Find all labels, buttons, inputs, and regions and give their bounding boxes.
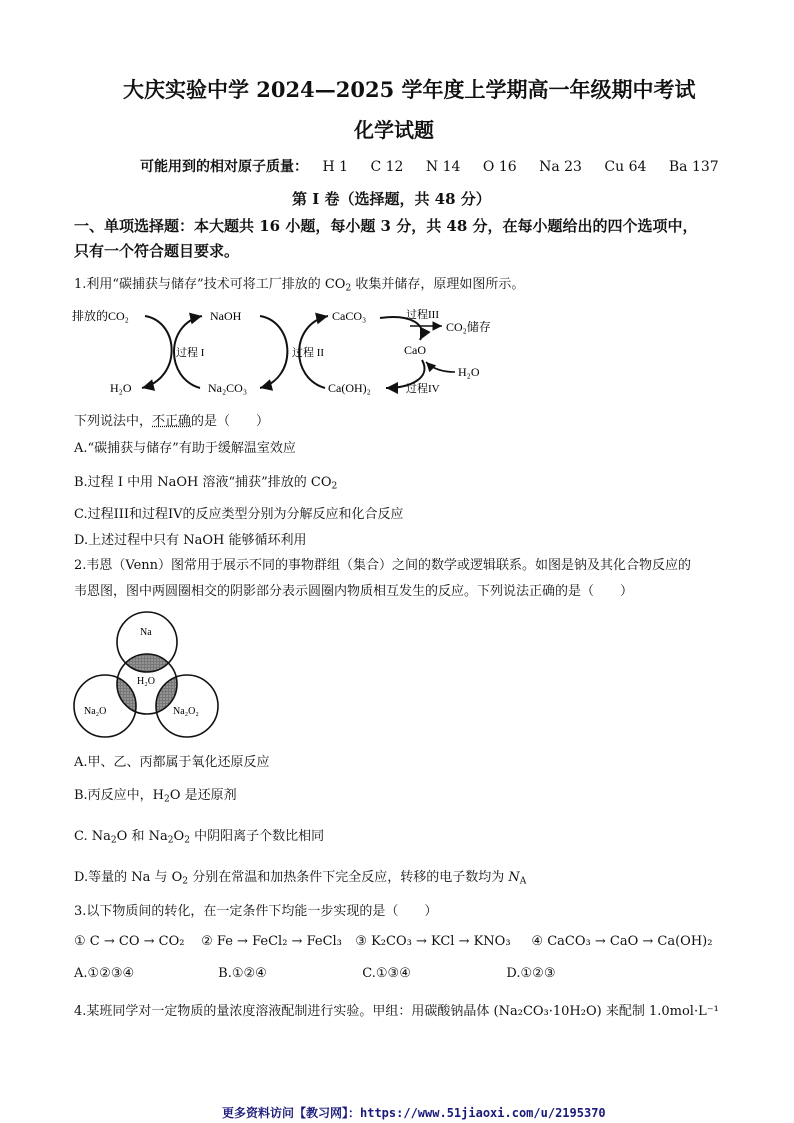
label-na2co3: Na₂CO₃ — [208, 381, 248, 395]
q3-chain-4: ④ CaCO₃ → CaO → Ca(OH)₂ — [531, 934, 713, 949]
label-h2o-out: H₂O — [110, 381, 132, 395]
label-caco3: CaCO₃ — [332, 309, 367, 323]
q2-stem-line1: 2.韦恩（Venn）图常用于展示不同的事物群组（集合）之间的数学或逻辑联系。如图是钠及其化合物反应的 — [74, 558, 692, 573]
venn-label-na2o: Na₂O — [84, 706, 107, 717]
q3-chain-3: ③ K₂CO₃ → KCl → KNO₃ — [355, 934, 511, 949]
mass-na: Na 23 — [539, 159, 582, 175]
mass-h: H 1 — [322, 159, 349, 175]
venn-label-na2o2: Na₂O₂ — [173, 706, 199, 717]
label-co2-emitted: 排放的CO₂ — [72, 309, 129, 323]
label-process-1: 过程 I — [176, 347, 205, 359]
q1-option-d[interactable]: D.上述过程中只有 NaOH 能够循环利用 — [74, 533, 307, 548]
mass-o: O 16 — [482, 159, 517, 175]
q3-option-a[interactable]: A.①②③④ — [74, 966, 135, 981]
label-process-2: 过程 II — [292, 347, 325, 359]
instructions-line1: 一、单项选择题：本大题共 16 小题，每小题 3 分，共 48 分，在每小题给出的四个选项中， — [74, 217, 698, 235]
label-naoh: NaOH — [210, 309, 242, 323]
q3-chain-2: ② Fe → FeCl₂ → FeCl₃ — [201, 934, 342, 949]
q3-option-c[interactable]: C.①③④ — [362, 966, 411, 981]
q2-venn-diagram — [70, 608, 220, 748]
label-caoh2: Ca(OH)₂ — [328, 381, 371, 395]
footer-link[interactable]: 更多资料访问【教习网】：https://www.51jiaoxi.com/u/2195370 — [222, 1106, 606, 1120]
q1-option-a[interactable]: A.“碳捕获与储存”有助于缓解温室效应 — [74, 441, 296, 456]
q3-option-b[interactable]: B.①②④ — [218, 966, 267, 981]
q3-option-d[interactable]: D.①②③ — [506, 966, 556, 981]
label-process-3: 过程III — [406, 309, 439, 321]
exam-title: 大庆实验中学 2024—2025 学年度上学期高一年级期中考试 — [123, 77, 696, 102]
q3-stem: 3.以下物质间的转化，在一定条件下均能一步实现的是（ ） — [74, 904, 438, 919]
q1-carbon-capture-diagram — [70, 300, 510, 405]
q2-option-a[interactable]: A.甲、乙、丙都属于氧化还原反应 — [74, 755, 270, 770]
q1-stem: 1.利用“碳捕获与储存”技术可将工厂排放的 $CO_2$ 收集并储存，原理如图所示。 — [74, 277, 525, 294]
q3-conversion-chains — [74, 934, 712, 949]
label-cao: CaO — [404, 343, 426, 357]
q2-stem-line2: 韦恩图，图中两圆圈相交的阴影部分表示圆圈内物质相互发生的反应。下列说法正确的是（ ） — [74, 584, 634, 599]
label-h2o-in: H₂O — [458, 365, 480, 379]
mass-ba: Ba 137 — [668, 159, 719, 175]
label-co2-storage: CO₂储存 — [446, 320, 491, 334]
q2-option-d[interactable]: D.等量的 Na 与 $O_2$ 分别在常温和加热条件下完全反应，转移的电子数均为 $N_A$ — [74, 870, 527, 887]
q2-option-b[interactable]: B.丙反应中，$H_2O$ 是还原剂 — [74, 788, 237, 805]
subject-title: 化学试题 — [354, 118, 434, 142]
section-heading: 第 I 卷（选择题，共 48 分） — [292, 190, 491, 208]
q3-chain-1: ① C → CO → CO₂ — [74, 934, 185, 949]
q1-option-b[interactable]: B.过程 I 中用 NaOH 溶液“捕获”排放的 $CO_2$ — [74, 475, 338, 492]
q1-option-c[interactable]: C.过程III和过程IV的反应类型分别为分解反应和化合反应 — [74, 507, 404, 522]
mass-c: C 12 — [370, 159, 404, 175]
venn-label-h2o: H₂O — [137, 676, 155, 687]
q4-stem: 4.某班同学对一定物质的量浓度溶液配制进行实验。甲组：用碳酸钠晶体 (Na₂CO₃·10H₂O) 来配制 1.0mol·L⁻¹ — [74, 1004, 719, 1019]
atomic-masses — [140, 156, 737, 176]
q1-question: 下列说法中，不正确的是（ ） — [74, 414, 270, 429]
instructions-line2: 只有一个符合题目要求。 — [74, 242, 240, 260]
mass-n: N 14 — [425, 159, 461, 175]
label-process-4: 过程IV — [406, 383, 440, 395]
q3-options — [74, 966, 555, 981]
masses-label: 可能用到的相对原子质量： — [140, 159, 308, 175]
venn-label-na: Na — [140, 627, 152, 638]
q2-option-c[interactable]: C. $Na_2O$ 和 $Na_2O_2$ 中阴阳离子个数比相同 — [74, 829, 325, 846]
mass-cu: Cu 64 — [604, 159, 647, 175]
